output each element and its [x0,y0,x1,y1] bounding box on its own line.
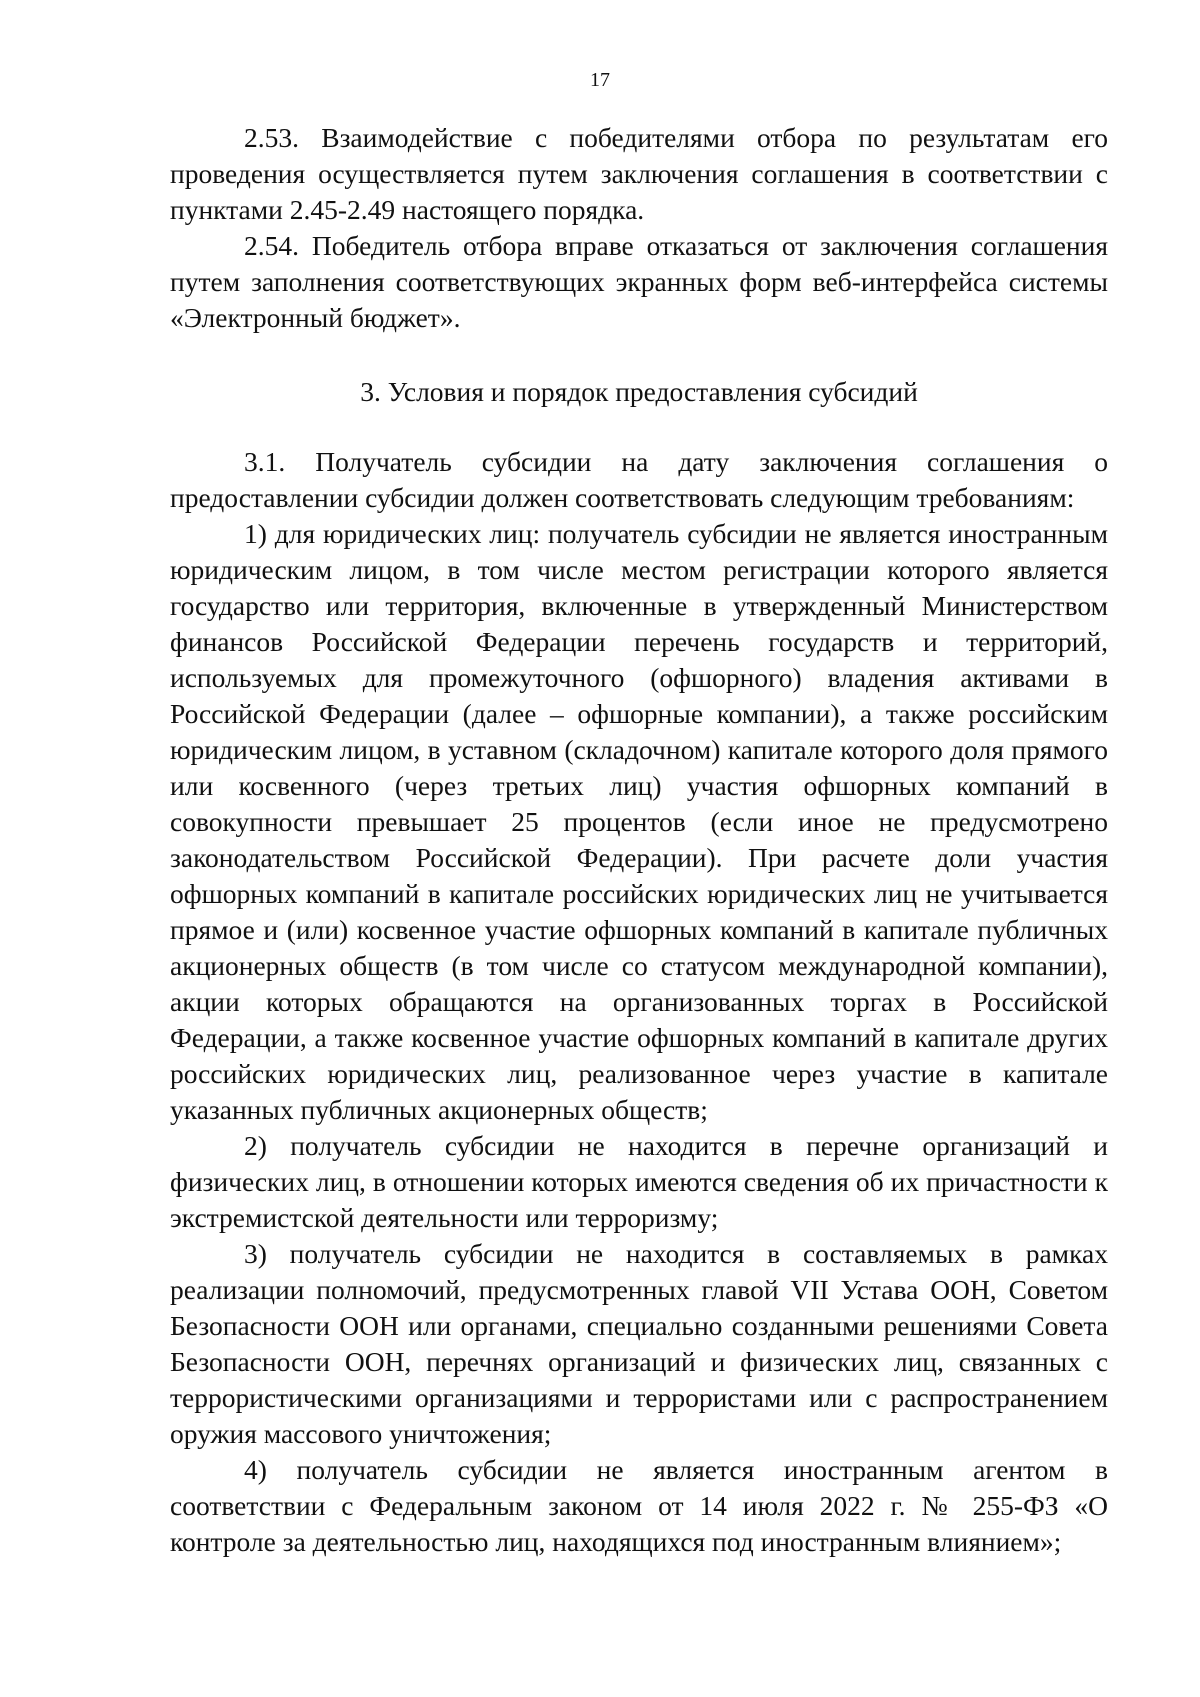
requirement-item-2: 2) получатель субсидии не находится в перечне организаций и физических лиц, в отношении которых имеются сведения об их причастности к экстремистской деятельности или терроризму; [170,1130,1108,1233]
requirement-item-3: 3) получатель субсидии не находится в составляемых в рамках реализации полномочий, предусмотренных главой VII Устава ООН, Советом Безопасности ООН или органами, специально созданными решениями Совета Безопасности ООН, перечнях организаций и физических лиц, связанных с террористическими организациями и террористами или с распространением оружия массового уничтожения; [170,1238,1108,1449]
paragraph-3-1: 3.1. Получатель субсидии на дату заключения соглашения о предоставлении субсидии должен соответствовать следующим требованиям: [170,446,1108,513]
paragraph-2-54: 2.54. Победитель отбора вправе отказаться от заключения соглашения путем заполнения соответствующих экранных форм веб-интерфейса системы «Электронный бюджет». [170,230,1108,333]
page-number: 17 [590,69,610,91]
document-body [170,120,1108,1560]
section-heading: 3. Условия и порядок предоставления субсидий [360,376,918,407]
requirement-item-1: 1) для юридических лиц: получатель субсидии не является иностранным юридическим лицом, в том числе местом регистрации которого является государство или территория, включенные в утвержденный Министерством финансов Российской Федерации перечень государств и территорий, используемых для промежуточного (офшорного) владения активами в Российской Федерации (далее – офшорные компании), а также российским юридическим лицом, в уставном (складочном) капитале которого доля прямого или косвенного (через третьих лиц) участия офшорных компаний в совокупности превышает 25 процентов (если иное не предусмотрено законодательством Российской Федерации). При расчете доли участия офшорных компаний в капитале российских юридических лиц не учитывается прямое и (или) косвенное участие офшорных компаний в капитале публичных акционерных обществ (в том числе со статусом международной компании), акции которых обращаются на организованных торгах в Российской Федерации, а также косвенное участие офшорных компаний в капитале других российских юридических лиц, реализованное через участие в капитале указанных публичных акционерных обществ; [170,518,1108,1125]
paragraph-2-53: 2.53. Взаимодействие с победителями отбора по результатам его проведения осуществляется путем заключения соглашения в соответствии с пунктами 2.45-2.49 настоящего порядка. [170,122,1108,225]
requirement-item-4: 4) получатель субсидии не является иностранным агентом в соответствии с Федеральным законом от 14 июля 2022 г. № 255-ФЗ «О контроле за деятельностью лиц, находящихся под иностранным влиянием»; [170,1454,1108,1557]
